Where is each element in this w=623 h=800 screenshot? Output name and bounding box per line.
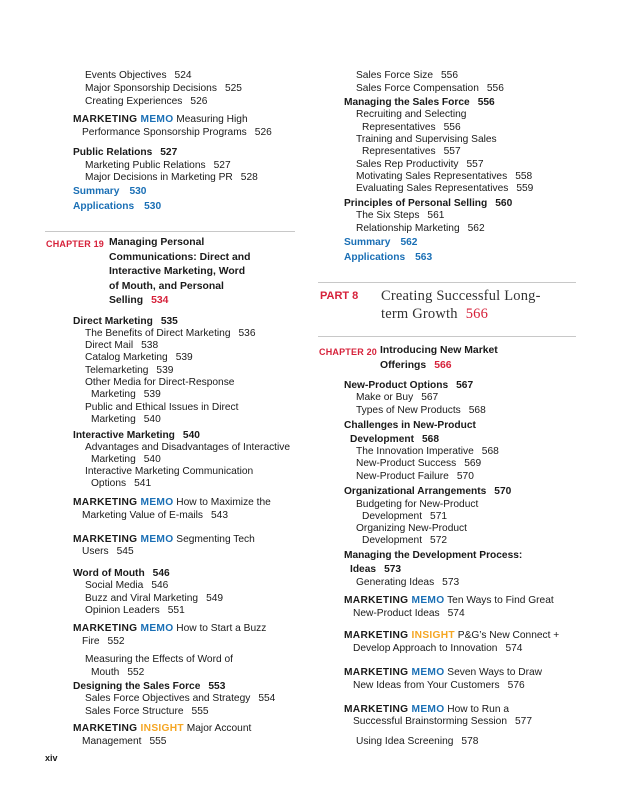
toc-section[interactable]: Direct Marketing 535 xyxy=(73,316,178,327)
marketing-memo-cont[interactable]: Marketing Value of E-mails 543 xyxy=(82,510,228,521)
toc-entry[interactable]: Sales Rep Productivity 557 xyxy=(356,159,484,170)
toc-section[interactable]: Managing the Sales Force 556 xyxy=(344,97,495,108)
toc-entry[interactable]: Public and Ethical Issues in Direct xyxy=(85,402,239,413)
toc-entry[interactable]: Opinion Leaders 551 xyxy=(85,605,185,616)
marketing-insight[interactable]: MARKETING INSIGHT P&G’s New Connect + xyxy=(344,630,560,641)
toc-section[interactable]: New-Product Options 567 xyxy=(344,380,474,391)
toc-entry[interactable]: Training and Supervising Sales xyxy=(356,134,497,145)
part-title[interactable]: Creating Successful Long- term Growth 566 xyxy=(381,288,541,322)
toc-entry[interactable]: New-Product Failure 570 xyxy=(356,471,474,482)
toc-entry[interactable]: Measuring the Effects of Word of xyxy=(85,654,233,665)
part-tag: PART 8 xyxy=(320,290,359,302)
marketing-memo[interactable]: MARKETING MEMO How to Start a Buzz xyxy=(73,623,267,634)
applications-link[interactable]: Applications 563 xyxy=(344,252,433,263)
summary-link[interactable]: Summary 530 xyxy=(73,186,147,197)
divider xyxy=(318,282,576,283)
toc-entry[interactable]: The Innovation Imperative 568 xyxy=(356,446,499,457)
toc-section[interactable]: Interactive Marketing 540 xyxy=(73,430,200,441)
toc-entry[interactable]: Motivating Sales Representatives 558 xyxy=(356,171,533,182)
toc-entry[interactable]: Buzz and Viral Marketing 549 xyxy=(85,593,224,604)
applications-link[interactable]: Applications 530 xyxy=(73,201,162,212)
toc-entry[interactable]: Creating Experiences 526 xyxy=(85,96,208,107)
toc-entry[interactable]: Budgeting for New-Product xyxy=(356,499,479,510)
toc-entry[interactable]: Relationship Marketing 562 xyxy=(356,223,485,234)
toc-entry-cont[interactable]: Marketing 539 xyxy=(91,389,161,400)
toc-entry[interactable]: Recruiting and Selecting xyxy=(356,109,467,120)
marketing-memo[interactable]: MARKETING MEMO Ten Ways to Find Great xyxy=(344,595,554,606)
toc-entry[interactable]: Interactive Marketing Communication xyxy=(85,466,254,477)
chapter-title[interactable]: Introducing New Market Offerings 566 xyxy=(380,345,498,371)
toc-entry-cont[interactable]: Representatives 556 xyxy=(362,122,461,133)
marketing-insight-cont[interactable]: Management 555 xyxy=(82,736,167,747)
summary-link[interactable]: Summary 562 xyxy=(344,237,418,248)
chapter-tag: CHAPTER 20 xyxy=(319,347,378,357)
toc-section[interactable]: Designing the Sales Force 553 xyxy=(73,681,226,692)
toc-section[interactable]: Principles of Personal Selling 560 xyxy=(344,198,513,209)
toc-entry-cont[interactable]: Mouth 552 xyxy=(91,667,145,678)
toc-entry[interactable]: Catalog Marketing 539 xyxy=(85,352,193,363)
toc-entry[interactable]: The Six Steps 561 xyxy=(356,210,445,221)
toc-entry[interactable]: Generating Ideas 573 xyxy=(356,577,460,588)
chapter-tag: CHAPTER 19 xyxy=(46,239,105,249)
chapter-title[interactable]: Managing Personal Communications: Direct and Interactive Marketing, Word of Mouth, and Personal Selling 534 xyxy=(109,237,251,306)
toc-section[interactable]: Challenges in New-Product xyxy=(344,420,476,431)
marketing-memo[interactable]: MARKETING MEMO Seven Ways to Draw xyxy=(344,667,543,678)
toc-entry[interactable]: Marketing Public Relations 527 xyxy=(85,160,231,171)
toc-section[interactable]: Managing the Development Process: xyxy=(344,550,523,561)
toc-entry[interactable]: Sales Force Structure 555 xyxy=(85,706,209,717)
toc-entry[interactable]: New-Product Success 569 xyxy=(356,458,482,469)
marketing-memo-cont[interactable]: New Ideas from Your Customers 576 xyxy=(353,680,525,691)
toc-entry[interactable]: Make or Buy 567 xyxy=(356,392,439,403)
marketing-memo-cont[interactable]: Performance Sponsorship Programs 526 xyxy=(82,127,272,138)
toc-entry-cont[interactable]: Marketing 540 xyxy=(91,454,161,465)
marketing-insight-cont[interactable]: Develop Approach to Innovation 574 xyxy=(353,643,523,654)
toc-entry[interactable]: Direct Mail 538 xyxy=(85,340,159,351)
toc-entry[interactable]: Using Idea Screening 578 xyxy=(356,736,479,747)
marketing-memo-cont[interactable]: Successful Brainstorming Session 577 xyxy=(353,716,533,727)
marketing-memo[interactable]: MARKETING MEMO Segmenting Tech xyxy=(73,534,255,545)
toc-entry-cont[interactable]: Development 572 xyxy=(362,535,448,546)
toc-entry-cont[interactable]: Marketing 540 xyxy=(91,414,161,425)
toc-entry[interactable]: Types of New Products 568 xyxy=(356,405,486,416)
marketing-memo[interactable]: MARKETING MEMO Measuring High xyxy=(73,114,248,125)
divider xyxy=(45,231,295,232)
toc-entry[interactable]: Sales Force Objectives and Strategy 554 xyxy=(85,693,276,704)
page-number: xiv xyxy=(45,753,58,763)
divider xyxy=(318,336,576,337)
toc-entry[interactable]: Telemarketing 539 xyxy=(85,365,174,376)
toc-section-cont[interactable]: Ideas 573 xyxy=(350,564,402,575)
marketing-memo[interactable]: MARKETING MEMO How to Run a xyxy=(344,704,509,715)
marketing-memo-cont[interactable]: Users 545 xyxy=(82,546,134,557)
marketing-memo[interactable]: MARKETING MEMO How to Maximize the xyxy=(73,497,271,508)
marketing-memo-cont[interactable]: Fire 552 xyxy=(82,636,125,647)
toc-entry-cont[interactable]: Representatives 557 xyxy=(362,146,461,157)
toc-entry[interactable]: Sales Force Compensation 556 xyxy=(356,83,504,94)
toc-entry[interactable]: Events Objectives 524 xyxy=(85,70,192,81)
toc-section[interactable]: Organizational Arrangements 570 xyxy=(344,486,512,497)
marketing-memo-cont[interactable]: New-Product Ideas 574 xyxy=(353,608,465,619)
toc-entry[interactable]: Major Sponsorship Decisions 525 xyxy=(85,83,242,94)
toc-entry[interactable]: The Benefits of Direct Marketing 536 xyxy=(85,328,256,339)
marketing-insight[interactable]: MARKETING INSIGHT Major Account xyxy=(73,723,252,734)
toc-section-cont[interactable]: Development 568 xyxy=(350,434,439,445)
toc-entry[interactable]: Sales Force Size 556 xyxy=(356,70,459,81)
toc-section[interactable]: Public Relations 527 xyxy=(73,147,178,158)
toc-entry[interactable]: Other Media for Direct-Response xyxy=(85,377,235,388)
toc-entry[interactable]: Organizing New-Product xyxy=(356,523,467,534)
toc-entry[interactable]: Evaluating Sales Representatives 559 xyxy=(356,183,534,194)
toc-entry[interactable]: Social Media 546 xyxy=(85,580,169,591)
toc-entry-cont[interactable]: Development 571 xyxy=(362,511,448,522)
toc-section[interactable]: Word of Mouth 546 xyxy=(73,568,170,579)
toc-entry[interactable]: Advantages and Disadvantages of Interactive xyxy=(85,442,291,453)
toc-entry-cont[interactable]: Options 541 xyxy=(91,478,152,489)
toc-entry[interactable]: Major Decisions in Marketing PR 528 xyxy=(85,172,258,183)
